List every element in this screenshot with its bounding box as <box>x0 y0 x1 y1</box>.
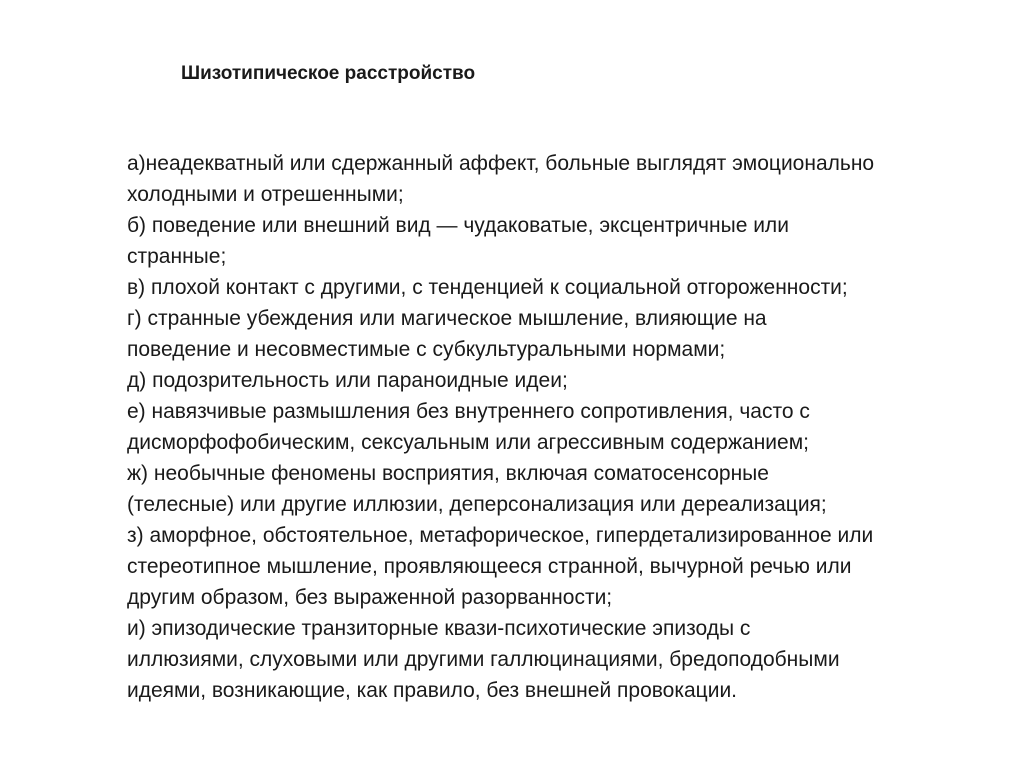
criteria-line: д) подозрительность или параноидные идеи; <box>127 369 568 392</box>
criteria-line: холодными и отрешенными; <box>127 183 404 206</box>
criteria-line: в) плохой контакт с другими, с тенденцией к социальной отгороженности; <box>127 276 848 299</box>
criteria-line: странные; <box>127 245 227 268</box>
criteria-line: дисморфофобическим, сексуальным или агрессивным содержанием; <box>127 431 809 454</box>
criteria-line: другим образом, без выраженной разорванности; <box>127 586 613 609</box>
criteria-line: е) навязчивые размышления без внутреннего сопротивления, часто с <box>127 400 810 423</box>
criteria-line: стереотипное мышление, проявляющееся странной, вычурной речью или <box>127 555 852 578</box>
criteria-line: б) поведение или внешний вид — чудаковатые, эксцентричные или <box>127 214 789 237</box>
criteria-line: и) эпизодические транзиторные квази-психотические эпизоды с <box>127 617 751 640</box>
slide-title: Шизотипическое расстройство <box>181 63 476 84</box>
criteria-list <box>127 148 874 706</box>
criteria-line: ж) необычные феномены восприятия, включая соматосенсорные <box>127 462 769 485</box>
criteria-line: иллюзиями, слуховыми или другими галлюцинациями, бредоподобными <box>127 648 840 671</box>
criteria-line: г) странные убеждения или магическое мышление, влияющие на <box>127 307 767 330</box>
criteria-line: з) аморфное, обстоятельное, метафорическое, гипердетализированное или <box>127 524 874 547</box>
criteria-line: поведение и несовместимые с субкультуральными нормами; <box>127 338 726 361</box>
criteria-line: а)неадекватный или сдержанный аффект, больные выглядят эмоционально <box>127 152 875 175</box>
criteria-line: (телесные) или другие иллюзии, деперсонализация или дереализация; <box>127 493 827 516</box>
criteria-line: идеями, возникающие, как правило, без внешней провокации. <box>127 679 738 702</box>
